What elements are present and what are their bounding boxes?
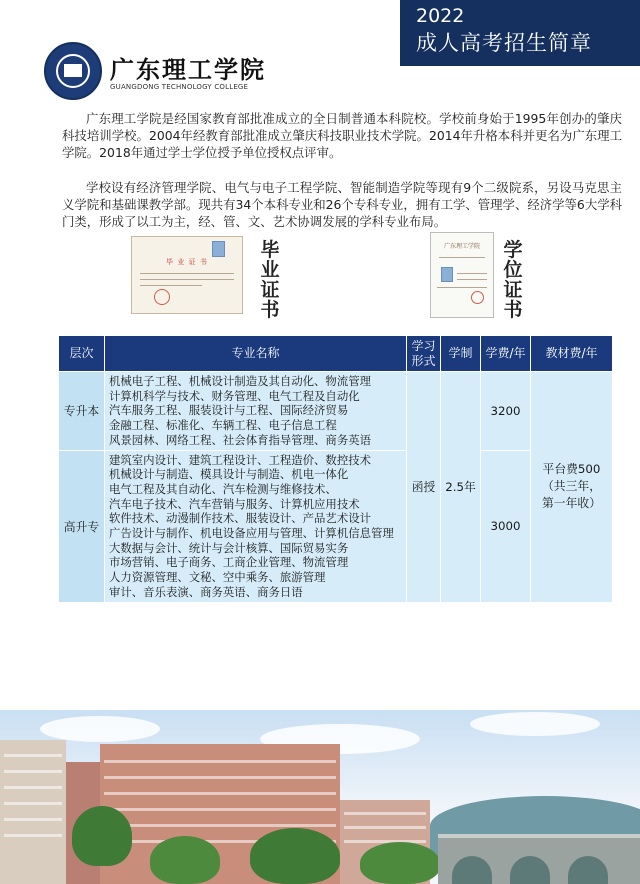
major-line: 广告设计与制作、机电设备应用与管理、计算机信息管理 bbox=[109, 526, 394, 541]
campus-photo bbox=[0, 710, 640, 884]
tuition-cell: 3000 bbox=[481, 450, 531, 602]
bridge bbox=[438, 838, 640, 884]
certificate-seal-icon bbox=[154, 289, 170, 305]
major-line: 汽车服务工程、服装设计与工程、国际经济贸易 bbox=[109, 403, 349, 418]
school-name: 广东理工学院 bbox=[110, 55, 266, 84]
enrollment-table bbox=[58, 335, 613, 603]
header-mode: 学习形式 bbox=[407, 336, 441, 372]
certificate-photo bbox=[441, 267, 453, 282]
title-year: 2022 bbox=[416, 5, 465, 27]
title-banner bbox=[400, 0, 640, 66]
major-line: 审计、音乐表演、商务英语、商务日语 bbox=[109, 584, 303, 599]
level-cell: 高升专 bbox=[59, 450, 105, 602]
majors-cell bbox=[105, 450, 407, 602]
material-fee-cell: 平台费500（共三年，第一年收） bbox=[531, 372, 613, 603]
major-line: 软件技术、动漫制作技术、服装设计、产品艺术设计 bbox=[109, 511, 371, 526]
certificate-photo bbox=[212, 241, 225, 257]
degree-certificate-label: 学位证书 bbox=[503, 239, 523, 321]
school-logo bbox=[44, 42, 284, 104]
school-seal-icon bbox=[44, 42, 102, 100]
major-line: 大数据与会计、统计与会计核算、国际贸易实务 bbox=[109, 540, 349, 555]
header-major: 专业名称 bbox=[105, 336, 407, 372]
graduation-certificate-image bbox=[131, 236, 243, 314]
study-mode-cell: 函授 bbox=[407, 372, 441, 603]
graduation-certificate-title: 毕 业 证 书 bbox=[166, 258, 208, 266]
major-line: 机械电子工程、机械设计制造及其自动化、物流管理 bbox=[109, 374, 371, 388]
major-line: 建筑室内设计、建筑工程设计、工程造价、数控技术 bbox=[109, 452, 371, 467]
table-header-row bbox=[59, 336, 613, 372]
intro-paragraph-1: 广东理工学院是经国家教育部批准成立的全日制普通本科院校。学校前身始于1995年创办的肇庆科技培训学校。2004年经教育部批准成立肇庆科技职业技术学院。2014年升格本科并更名为广东理工学院。2018年通过学士学位授予单位授权点评审。 bbox=[62, 111, 622, 160]
header-duration: 学制 bbox=[441, 336, 481, 372]
page-title: 成人高考招生简章 bbox=[416, 31, 592, 55]
major-line: 机械设计与制造、模具设计与制造、机电一体化 bbox=[109, 467, 349, 482]
graduation-certificate-label: 毕业证书 bbox=[260, 239, 280, 321]
major-line: 汽车电子技术、汽车营销与服务、计算机应用技术 bbox=[109, 496, 360, 511]
major-line: 风景园林、网络工程、社会体育指导管理、商务英语 bbox=[109, 432, 371, 447]
intro-paragraph-2: 学校设有经济管理学院、电气与电子工程学院、智能制造学院等现有9个二级院系，另设马克思主义学院和基础课教学部。现共有34个本科专业和26个专科专业，拥有工学、管理学、经济学等6大学科门类，形成了以工为主，经、管、文、艺术协调发展的学科专业布局。 bbox=[62, 180, 622, 229]
table-row bbox=[59, 372, 613, 451]
duration-cell: 2.5年 bbox=[441, 372, 481, 603]
header-level: 层次 bbox=[59, 336, 105, 372]
school-english-name: GUANGDONG TECHNOLOGY COLLEGE bbox=[110, 83, 249, 91]
tuition-cell: 3200 bbox=[481, 372, 531, 451]
header-tuition: 学费/年 bbox=[481, 336, 531, 372]
degree-certificate-title: 广东理工学院 bbox=[443, 243, 480, 250]
certificate-seal-icon bbox=[471, 291, 484, 304]
major-line: 金融工程、标准化、车辆工程、电子信息工程 bbox=[109, 418, 337, 433]
major-line: 电气工程及其自动化、汽车检测与维修技术、 bbox=[109, 481, 337, 496]
major-line: 计算机科学与技术、财务管理、电气工程及自动化 bbox=[109, 388, 360, 403]
level-cell: 专升本 bbox=[59, 372, 105, 451]
degree-certificate-image bbox=[430, 232, 494, 318]
table-row bbox=[59, 450, 613, 602]
majors-cell bbox=[105, 372, 407, 451]
major-line: 市场营销、电子商务、工商企业管理、物流管理 bbox=[109, 555, 349, 570]
header-material-fee: 教材费/年 bbox=[531, 336, 613, 372]
major-line: 人力资源管理、文秘、空中乘务、旅游管理 bbox=[109, 570, 326, 585]
